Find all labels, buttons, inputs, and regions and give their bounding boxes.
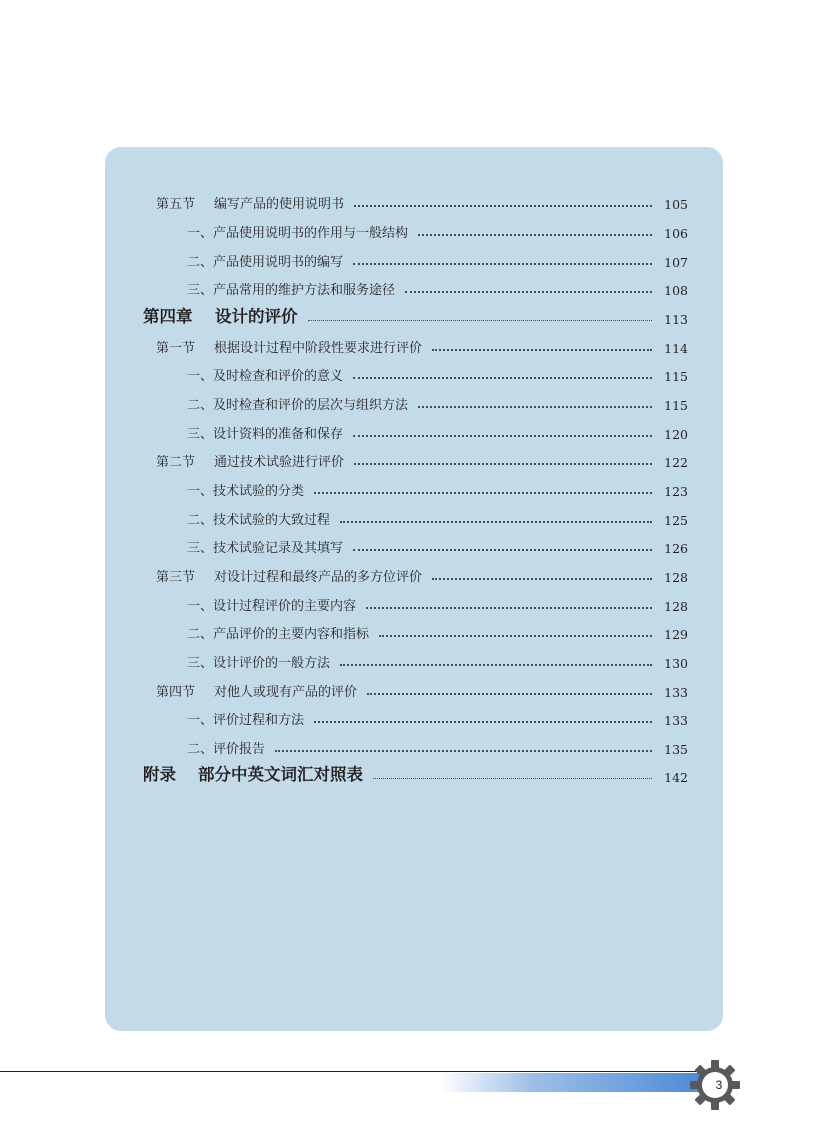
toc-entry-title: 二、及时检查和评价的层次与组织方法 [187,398,409,413]
toc-entry-title: 一、技术试验的分类 [187,484,305,499]
toc-panel [105,147,723,1031]
footer-gradient-band [440,1073,702,1092]
toc-leader-dots [354,205,652,207]
toc-entry-page: 114 [664,341,688,356]
toc-leader-dots [353,549,652,551]
toc-entry[interactable] [187,248,688,270]
toc-leader-dots [418,234,652,236]
toc-leader-dots [354,463,652,465]
toc-leader-dots [366,607,652,609]
toc-entry-page: 115 [664,369,688,384]
toc-entry-title: 二、产品使用说明书的编写 [187,255,344,270]
toc-entry-page: 133 [664,685,688,700]
toc-entry-page: 122 [664,455,688,470]
toc-entry-page: 120 [664,427,688,442]
toc-entry-title: 二、产品评价的主要内容和指标 [187,627,370,642]
toc-entry-title: 通过技术试验进行评价 [214,455,345,470]
toc-entry[interactable] [187,391,688,413]
toc-entry-title: 编写产品的使用说明书 [214,197,345,212]
toc-entry-title: 三、技术试验记录及其填写 [187,541,344,556]
toc-leader-dots [314,721,652,723]
toc-entry-title: 三、设计评价的一般方法 [187,656,331,671]
toc-entry-title: 对设计过程和最终产品的多方位评价 [214,570,423,585]
toc-entry-page: 115 [664,398,688,413]
page-number: 3 [715,1078,723,1092]
footer-rule [0,1071,700,1072]
toc-entry-number: 第五节 [156,197,196,212]
toc-entry-page: 126 [664,541,688,556]
toc-entry-number: 第一节 [156,341,196,356]
toc-chapter-entry[interactable] [143,305,688,327]
toc-entry-title: 三、设计资料的准备和保存 [187,427,344,442]
toc-leader-dots [353,435,652,437]
toc-entry-number: 第四节 [156,685,196,700]
toc-entry[interactable] [187,276,688,298]
toc-entry-page: 125 [664,513,688,528]
toc-entry-title: 二、技术试验的大致过程 [187,513,331,528]
toc-entry-title: 根据设计过程中阶段性要求进行评价 [214,341,423,356]
toc-chapter-number: 第四章 [143,307,193,326]
toc-leader-dots [379,635,652,637]
toc-entry-page: 135 [664,742,688,757]
toc-appendix-title: 部分中英文词汇对照表 [198,765,363,784]
toc-entry-page: 106 [664,226,688,241]
toc-entry-number: 第三节 [156,570,196,585]
toc-entry-page: 129 [664,627,688,642]
toc-entry-title: 一、及时检查和评价的意义 [187,369,344,384]
toc-entry-title: 一、评价过程和方法 [187,713,305,728]
toc-entry[interactable] [156,678,688,700]
toc-appendix-label: 附录 [143,765,176,784]
toc-entry-page: 105 [664,197,688,212]
toc-appendix-entry[interactable] [143,763,688,785]
toc-leader-dots [275,750,652,752]
toc-leader-dots [432,349,652,351]
toc-entry-title: 对他人或现有产品的评价 [214,685,358,700]
toc-entry[interactable] [187,534,688,556]
toc-entry-title: 二、评价报告 [187,742,266,757]
toc-entry-page: 142 [664,770,688,785]
toc-leader-dots [340,521,652,523]
toc-entry-page: 108 [664,283,688,298]
toc-entry[interactable] [156,563,688,585]
toc-entry[interactable] [187,506,688,528]
toc-entry[interactable] [187,219,688,241]
toc-entry-page: 133 [664,713,688,728]
toc-entry[interactable] [187,706,688,728]
toc-entry-page: 130 [664,656,688,671]
toc-leader-dots [418,406,652,408]
toc-leader-dots [432,578,652,580]
toc-entry[interactable] [187,620,688,642]
toc-entry-page: 128 [664,570,688,585]
toc-entry[interactable] [187,592,688,614]
toc-leader-dots [405,291,652,293]
toc-entry[interactable] [187,362,688,384]
toc-entry[interactable] [187,420,688,442]
toc-leader-dots [340,664,652,666]
toc-chapter-title: 设计的评价 [215,307,298,326]
toc-entry[interactable] [156,448,688,470]
toc-entry-page: 123 [664,484,688,499]
toc-entry[interactable] [187,649,688,671]
toc-leader-dots [353,377,652,379]
toc-leader-dots [353,263,652,265]
toc-leader-dots [308,320,653,321]
toc-entry-title: 一、产品使用说明书的作用与一般结构 [187,226,409,241]
toc-entry[interactable] [187,477,688,499]
toc-entry-page: 128 [664,599,688,614]
toc-leader-dots [314,492,652,494]
toc-entry[interactable] [187,735,688,757]
toc-leader-dots [373,778,652,779]
toc-entry[interactable] [156,334,688,356]
toc-leader-dots [367,693,652,695]
toc-entry-page: 113 [664,312,688,327]
toc-entry-title: 三、产品常用的维护方法和服务途径 [187,283,396,298]
toc-entry-title: 一、设计过程评价的主要内容 [187,599,357,614]
toc-entry-page: 107 [664,255,688,270]
toc-entry-number: 第二节 [156,455,196,470]
toc-entry[interactable] [156,190,688,212]
